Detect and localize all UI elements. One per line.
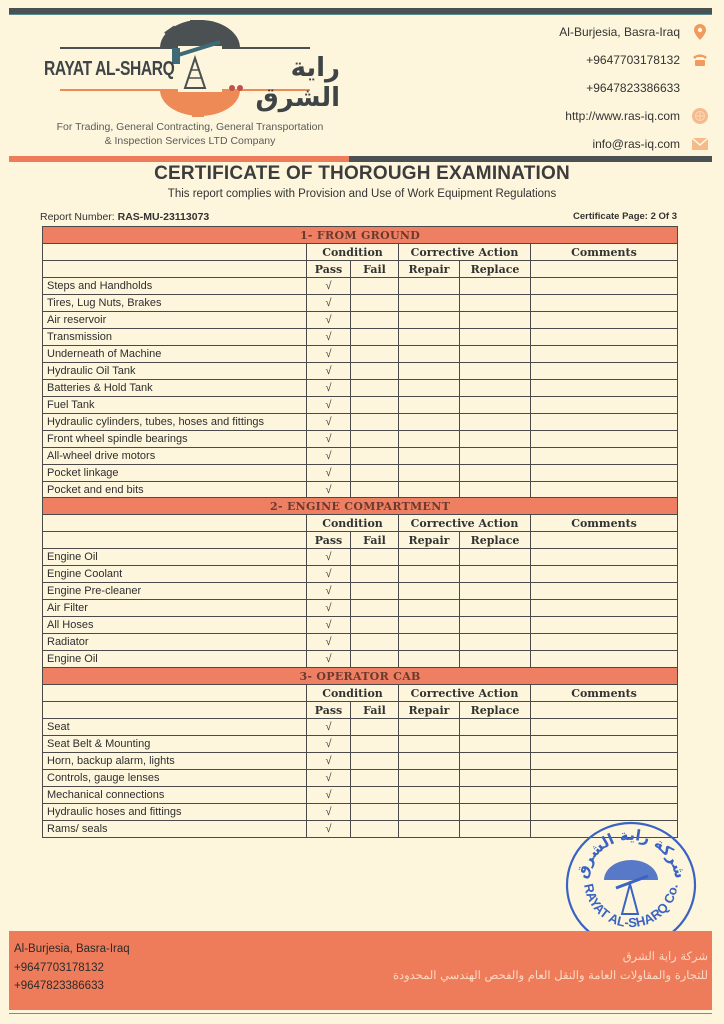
repair-cell bbox=[399, 448, 460, 465]
repair-cell bbox=[399, 600, 460, 617]
table-row bbox=[43, 329, 678, 346]
comments-cell bbox=[531, 312, 678, 329]
repair-cell bbox=[399, 583, 460, 600]
inspection-section-table bbox=[42, 226, 678, 499]
comments-cell bbox=[531, 736, 678, 753]
replace-cell bbox=[460, 448, 531, 465]
table-row bbox=[43, 465, 678, 482]
item-label: Tires, Lug Nuts, Brakes bbox=[43, 295, 307, 312]
fail-cell bbox=[351, 363, 399, 380]
comments-cell bbox=[531, 719, 678, 736]
table-row bbox=[43, 719, 678, 736]
pass-cell: √ bbox=[307, 465, 351, 482]
repair-cell bbox=[399, 278, 460, 295]
corrective-action-header: Corrective Action bbox=[399, 515, 531, 532]
column-group-header bbox=[43, 515, 678, 532]
pass-cell: √ bbox=[307, 804, 351, 821]
report-number-value: RAS-MU-23113073 bbox=[117, 211, 210, 223]
table-row bbox=[43, 634, 678, 651]
footer-address: Al-Burjesia, Basra-Iraq bbox=[14, 943, 130, 955]
comments-cell bbox=[531, 482, 678, 499]
replace-cell bbox=[460, 465, 531, 482]
replace-cell bbox=[460, 719, 531, 736]
item-label: Hydraulic hoses and fittings bbox=[43, 804, 307, 821]
svg-text:RAYAT AL-SHARQ Co.: RAYAT AL-SHARQ Co. bbox=[581, 882, 681, 931]
item-label: Hydraulic cylinders, tubes, hoses and fittings bbox=[43, 414, 307, 431]
replace-cell bbox=[460, 770, 531, 787]
item-label: Air reservoir bbox=[43, 312, 307, 329]
contact-website[interactable] bbox=[408, 102, 708, 130]
contact-phone-1-text: +9647703178132 bbox=[586, 53, 680, 67]
pass-cell: √ bbox=[307, 736, 351, 753]
fail-cell bbox=[351, 719, 399, 736]
pass-cell: √ bbox=[307, 295, 351, 312]
repair-cell bbox=[399, 634, 460, 651]
column-sub-header bbox=[43, 532, 678, 549]
item-label: Steps and Handholds bbox=[43, 278, 307, 295]
certificate-page: Certificate Page: 2 Of 3 bbox=[572, 211, 677, 222]
comments-cell bbox=[531, 465, 678, 482]
fail-cell bbox=[351, 787, 399, 804]
fail-cell bbox=[351, 566, 399, 583]
replace-cell bbox=[460, 753, 531, 770]
repair-cell bbox=[399, 566, 460, 583]
replace-cell bbox=[460, 346, 531, 363]
pass-cell: √ bbox=[307, 583, 351, 600]
replace-cell bbox=[460, 566, 531, 583]
item-label: Engine Oil bbox=[43, 549, 307, 566]
pass-cell: √ bbox=[307, 753, 351, 770]
pass-cell: √ bbox=[307, 329, 351, 346]
pass-cell: √ bbox=[307, 414, 351, 431]
pass-cell: √ bbox=[307, 380, 351, 397]
pass-cell: √ bbox=[307, 634, 351, 651]
location-pin-icon bbox=[692, 24, 708, 40]
corrective-action-header: Corrective Action bbox=[399, 685, 531, 702]
inspection-section-table bbox=[42, 667, 678, 838]
contact-email[interactable] bbox=[408, 130, 708, 158]
comments-cell bbox=[531, 363, 678, 380]
repair-cell bbox=[399, 431, 460, 448]
contact-phone-1 bbox=[408, 46, 708, 74]
item-label: Engine Oil bbox=[43, 651, 307, 668]
section-header bbox=[43, 498, 678, 515]
repair-cell bbox=[399, 482, 460, 499]
corrective-action-header: Corrective Action bbox=[399, 244, 531, 261]
table-row bbox=[43, 736, 678, 753]
repair-cell bbox=[399, 821, 460, 838]
replace-cell bbox=[460, 431, 531, 448]
company-logo bbox=[40, 18, 340, 118]
section-header bbox=[43, 668, 678, 685]
item-label: Pocket linkage bbox=[43, 465, 307, 482]
fail-cell bbox=[351, 329, 399, 346]
fail-cell bbox=[351, 634, 399, 651]
pass-cell: √ bbox=[307, 549, 351, 566]
contact-website-link[interactable]: http://www.ras-iq.com bbox=[565, 109, 680, 123]
fail-cell bbox=[351, 583, 399, 600]
contact-phone-2-text: +9647823386633 bbox=[586, 81, 680, 95]
item-label: Fuel Tank bbox=[43, 397, 307, 414]
fail-cell bbox=[351, 346, 399, 363]
fail-cell bbox=[351, 651, 399, 668]
contact-block bbox=[408, 18, 708, 158]
item-label: Batteries & Hold Tank bbox=[43, 380, 307, 397]
comments-cell bbox=[531, 583, 678, 600]
fail-cell bbox=[351, 448, 399, 465]
table-row bbox=[43, 312, 678, 329]
item-label: Seat Belt & Mounting bbox=[43, 736, 307, 753]
item-label: Mechanical connections bbox=[43, 787, 307, 804]
divider-dark bbox=[349, 156, 712, 162]
replace-header: Replace bbox=[460, 702, 531, 719]
table-row bbox=[43, 448, 678, 465]
footer-contact bbox=[14, 940, 130, 996]
replace-cell bbox=[460, 397, 531, 414]
replace-cell bbox=[460, 295, 531, 312]
comments-cell bbox=[531, 414, 678, 431]
pass-cell: √ bbox=[307, 312, 351, 329]
pass-cell: √ bbox=[307, 397, 351, 414]
table-row bbox=[43, 380, 678, 397]
pass-cell: √ bbox=[307, 482, 351, 499]
fail-cell bbox=[351, 600, 399, 617]
divider-accent bbox=[9, 156, 349, 162]
pass-cell: √ bbox=[307, 448, 351, 465]
repair-cell bbox=[399, 380, 460, 397]
replace-cell bbox=[460, 617, 531, 634]
contact-email-link[interactable]: info@ras-iq.com bbox=[592, 137, 680, 151]
condition-header: Condition bbox=[307, 685, 399, 702]
replace-cell bbox=[460, 363, 531, 380]
item-label: Hydraulic Oil Tank bbox=[43, 363, 307, 380]
repair-cell bbox=[399, 397, 460, 414]
comments-cell bbox=[531, 617, 678, 634]
pass-cell: √ bbox=[307, 787, 351, 804]
item-label: Front wheel spindle bearings bbox=[43, 431, 307, 448]
replace-cell bbox=[460, 380, 531, 397]
comments-header: Comments bbox=[531, 685, 678, 702]
table-row bbox=[43, 295, 678, 312]
table-row bbox=[43, 363, 678, 380]
pass-cell: √ bbox=[307, 617, 351, 634]
phone-icon bbox=[692, 52, 708, 68]
table-row bbox=[43, 583, 678, 600]
item-label: Air Filter bbox=[43, 600, 307, 617]
item-label: Pocket and end bits bbox=[43, 482, 307, 499]
fail-cell bbox=[351, 397, 399, 414]
fail-cell bbox=[351, 380, 399, 397]
table-row bbox=[43, 346, 678, 363]
fail-cell bbox=[351, 617, 399, 634]
table-row bbox=[43, 600, 678, 617]
comments-cell bbox=[531, 549, 678, 566]
repair-cell bbox=[399, 549, 460, 566]
footer-phone-2: +9647823386633 bbox=[14, 980, 104, 992]
top-bar bbox=[9, 8, 712, 15]
pass-cell: √ bbox=[307, 600, 351, 617]
column-group-header bbox=[43, 244, 678, 261]
company-tagline bbox=[30, 120, 350, 148]
replace-cell bbox=[460, 414, 531, 431]
replace-cell bbox=[460, 482, 531, 499]
item-label: Underneath of Machine bbox=[43, 346, 307, 363]
fail-header: Fail bbox=[351, 532, 399, 549]
replace-cell bbox=[460, 600, 531, 617]
replace-cell bbox=[460, 278, 531, 295]
fail-cell bbox=[351, 431, 399, 448]
comments-header: Comments bbox=[531, 244, 678, 261]
footer-phone-1: +9647703178132 bbox=[14, 961, 104, 974]
table-row bbox=[43, 770, 678, 787]
table-row bbox=[43, 278, 678, 295]
column-sub-header bbox=[43, 702, 678, 719]
replace-cell bbox=[460, 736, 531, 753]
item-label: Transmission bbox=[43, 329, 307, 346]
bottom-rule bbox=[9, 1013, 712, 1014]
repair-header: Repair bbox=[399, 261, 460, 278]
column-sub-header bbox=[43, 261, 678, 278]
pass-header: Pass bbox=[307, 702, 351, 719]
item-label: Seat bbox=[43, 719, 307, 736]
pass-header: Pass bbox=[307, 261, 351, 278]
pass-cell: √ bbox=[307, 770, 351, 787]
footer-company-ar bbox=[393, 947, 708, 985]
pass-cell: √ bbox=[307, 821, 351, 838]
comments-cell bbox=[531, 397, 678, 414]
pass-cell: √ bbox=[307, 278, 351, 295]
comments-cell bbox=[531, 787, 678, 804]
section-header bbox=[43, 227, 678, 244]
pass-cell: √ bbox=[307, 363, 351, 380]
comments-cell bbox=[531, 431, 678, 448]
fail-cell bbox=[351, 736, 399, 753]
comments-cell bbox=[531, 278, 678, 295]
table-row bbox=[43, 787, 678, 804]
replace-cell bbox=[460, 634, 531, 651]
document-title: CERTIFICATE OF THOROUGH EXAMINATION bbox=[154, 163, 570, 184]
comments-cell bbox=[531, 329, 678, 346]
comments-cell bbox=[531, 566, 678, 583]
fail-cell bbox=[351, 278, 399, 295]
footer-company-description-ar: للتجارة والمقاولات العامة والنقل العام والفحص الهندسي المحدودة bbox=[392, 968, 708, 982]
fail-header: Fail bbox=[351, 261, 399, 278]
comments-cell bbox=[531, 753, 678, 770]
repair-cell bbox=[399, 770, 460, 787]
contact-address bbox=[408, 18, 708, 46]
fail-cell bbox=[351, 549, 399, 566]
document-subtitle: This report complies with Provision and Use of Work Equipment Regulations bbox=[167, 188, 557, 200]
section-title: 2- ENGINE COMPARTMENT bbox=[43, 498, 678, 515]
replace-cell bbox=[460, 651, 531, 668]
repair-header: Repair bbox=[399, 702, 460, 719]
table-row bbox=[43, 397, 678, 414]
logo-name-en: RAYAT AL-SHARQ bbox=[44, 58, 175, 80]
contact-address-text: Al-Burjesia, Basra-Iraq bbox=[559, 25, 680, 39]
comments-cell bbox=[531, 380, 678, 397]
section-title: 3- OPERATOR CAB bbox=[43, 668, 678, 685]
fail-cell bbox=[351, 465, 399, 482]
replace-cell bbox=[460, 329, 531, 346]
repair-cell bbox=[399, 651, 460, 668]
comments-cell bbox=[531, 634, 678, 651]
pass-header: Pass bbox=[307, 532, 351, 549]
comments-cell bbox=[531, 295, 678, 312]
replace-cell bbox=[460, 787, 531, 804]
fail-cell bbox=[351, 804, 399, 821]
pass-cell: √ bbox=[307, 431, 351, 448]
repair-cell bbox=[399, 804, 460, 821]
comments-cell bbox=[531, 346, 678, 363]
fail-cell bbox=[351, 821, 399, 838]
fail-cell bbox=[351, 482, 399, 499]
table-row bbox=[43, 414, 678, 431]
replace-header: Replace bbox=[460, 532, 531, 549]
repair-cell bbox=[399, 753, 460, 770]
table-row bbox=[43, 651, 678, 668]
replace-cell bbox=[460, 804, 531, 821]
repair-cell bbox=[399, 719, 460, 736]
condition-header: Condition bbox=[307, 244, 399, 261]
table-row bbox=[43, 482, 678, 499]
inspection-section-table bbox=[42, 497, 678, 668]
comments-cell bbox=[531, 448, 678, 465]
pass-cell: √ bbox=[307, 566, 351, 583]
column-group-header bbox=[43, 685, 678, 702]
contact-phone-2 bbox=[408, 74, 708, 102]
item-label: All Hoses bbox=[43, 617, 307, 634]
table-row bbox=[43, 617, 678, 634]
repair-cell bbox=[399, 465, 460, 482]
repair-cell bbox=[399, 414, 460, 431]
item-label: Controls, gauge lenses bbox=[43, 770, 307, 787]
section-title: 1- FROM GROUND bbox=[43, 227, 678, 244]
repair-cell bbox=[399, 312, 460, 329]
item-label: Horn, backup alarm, lights bbox=[43, 753, 307, 770]
repair-cell bbox=[399, 346, 460, 363]
fail-cell bbox=[351, 312, 399, 329]
fail-cell bbox=[351, 295, 399, 312]
item-label: All-wheel drive motors bbox=[43, 448, 307, 465]
replace-header: Replace bbox=[460, 261, 531, 278]
repair-cell bbox=[399, 363, 460, 380]
replace-cell bbox=[460, 549, 531, 566]
report-number-label: Report Number: bbox=[40, 211, 118, 223]
table-row bbox=[43, 566, 678, 583]
comments-cell bbox=[531, 770, 678, 787]
item-label: Engine Pre-cleaner bbox=[43, 583, 307, 600]
condition-header: Condition bbox=[307, 515, 399, 532]
repair-cell bbox=[399, 295, 460, 312]
replace-cell bbox=[460, 583, 531, 600]
replace-cell bbox=[460, 821, 531, 838]
envelope-icon bbox=[692, 136, 708, 152]
repair-header: Repair bbox=[399, 532, 460, 549]
replace-cell bbox=[460, 312, 531, 329]
globe-icon bbox=[692, 108, 708, 124]
repair-cell bbox=[399, 787, 460, 804]
comments-cell bbox=[531, 651, 678, 668]
comments-header: Comments bbox=[531, 515, 678, 532]
fail-cell bbox=[351, 770, 399, 787]
repair-cell bbox=[399, 736, 460, 753]
tagline-line-2: & Inspection Services LTD Company bbox=[104, 135, 276, 147]
comments-cell bbox=[531, 600, 678, 617]
report-number bbox=[40, 211, 209, 223]
logo-name-ar: راية الشرق bbox=[255, 53, 340, 113]
fail-header: Fail bbox=[351, 702, 399, 719]
fail-cell bbox=[351, 753, 399, 770]
footer-company-name-ar: شركة راية الشرق bbox=[622, 949, 708, 963]
pass-cell: √ bbox=[307, 346, 351, 363]
fail-cell bbox=[351, 414, 399, 431]
table-row bbox=[43, 753, 678, 770]
table-row bbox=[43, 549, 678, 566]
pass-cell: √ bbox=[307, 651, 351, 668]
item-label: Rams/ seals bbox=[43, 821, 307, 838]
repair-cell bbox=[399, 329, 460, 346]
pass-cell: √ bbox=[307, 719, 351, 736]
repair-cell bbox=[399, 617, 460, 634]
item-label: Engine Coolant bbox=[43, 566, 307, 583]
svg-text:شركة راية الشرق: شركة راية الشرق bbox=[572, 825, 690, 881]
tagline-line-1: For Trading, General Contracting, General Transportation bbox=[56, 121, 324, 133]
table-row bbox=[43, 431, 678, 448]
item-label: Radiator bbox=[43, 634, 307, 651]
